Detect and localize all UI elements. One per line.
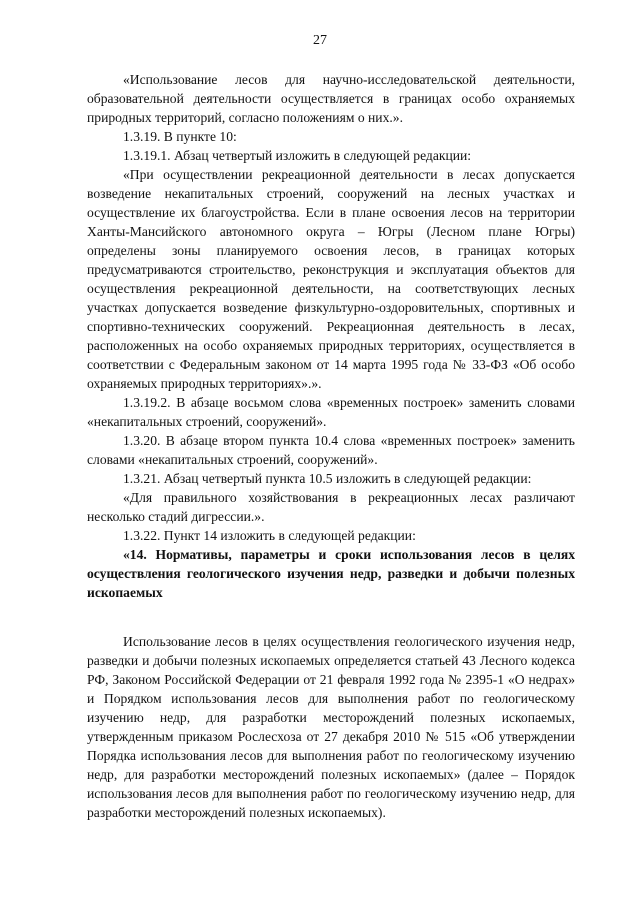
spacer: [87, 602, 575, 632]
paragraph-geology: Использование лесов в целях осуществления геологического изучения недр, разведки и добычи полезных ископаемых определяется статьей 43 Лесного кодекса РФ, Законом Российской Федерации от 21 февраля 1992 года № 2395-1 «О недрах» и Порядком использования лесов для выполнения работ по геологическому изучению недр, для разработки месторождений полезных ископаемых, утвержденным приказом Рослесхоза от 27 декабря 2010 № 515 «Об утверждении Порядка использования лесов для выполнения работ по геологическому изучению недр, для разработки месторождений полезных ископаемых» (далее – Порядок использования лесов для выполнения работ по геологическому изучению недр, для разработки месторождений полезных ископаемых).: [87, 634, 575, 820]
paragraph-1-3-19-2: 1.3.19.2. В абзаце восьмом слова «временных построек» заменить словами «некапитальных строений, сооружений».: [87, 395, 575, 429]
paragraph-1-3-19: 1.3.19. В пункте 10:: [123, 129, 237, 144]
page-number: 27: [313, 33, 327, 48]
document-body: [87, 70, 575, 822]
paragraph-1-3-21: 1.3.21. Абзац четвертый пункта 10.5 изложить в следующей редакции:: [123, 471, 532, 486]
paragraph-quote-recreation: «При осуществлении рекреационной деятельности в лесах допускается возведение некапитальных строений, сооружений на лесных участках и осуществление их благоустройства. Если в плане освоения лесов на территории Ханты-Мансийского автономного округа – Югры (Лесном плане Югры) определены зоны планируемого освоения лесов, в границах которых предусматриваются строительство, реконструкция и эксплуатация объектов для осуществления рекреационной деятельности, на соответствующих лесных участках допускается возведение физкультурно-оздоровительных, спортивных и спортивно-технических сооружений. Рекреационная деятельность в лесах, расположенных на особо охраняемых природных территориях, осуществляется в соответствии с Федеральным законом от 14 марта 1995 года № 33-ФЗ «Об особо охраняемых природных территориях».».: [87, 167, 575, 391]
section-heading-14: «14. Нормативы, параметры и сроки использования лесов в целях осуществления геологического изучения недр, разведки и добычи полезных ископаемых: [87, 547, 575, 600]
paragraph-1-3-19-1: 1.3.19.1. Абзац четвертый изложить в следующей редакции:: [123, 148, 472, 163]
paragraph-quote-research: «Использование лесов для научно-исследовательской деятельности, образовательной деятельности осуществляется в границах особо охраняемых природных территорий, согласно положениям о них.».: [87, 72, 575, 125]
paragraph-1-3-20: 1.3.20. В абзаце втором пункта 10.4 слова «временных построек» заменить словами «некапитальных строений, сооружений».: [87, 433, 575, 467]
paragraph-quote-digression: «Для правильного хозяйствования в рекреационных лесах различают несколько стадий дигрессии.».: [87, 490, 575, 524]
paragraph-1-3-22: 1.3.22. Пункт 14 изложить в следующей редакции:: [123, 528, 416, 543]
